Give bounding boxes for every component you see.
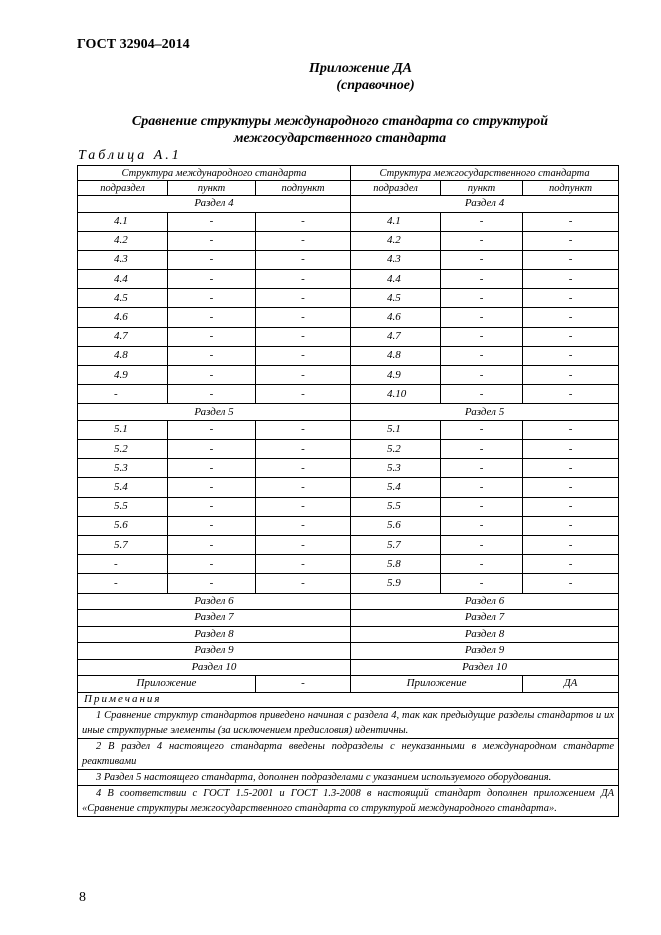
nat-subsection: 5.9 bbox=[351, 574, 441, 593]
section-right: Раздел 6 bbox=[351, 593, 619, 610]
table-row bbox=[78, 231, 619, 250]
nat-subitem: - bbox=[523, 270, 619, 289]
nat-subsection: 4.6 bbox=[351, 308, 441, 327]
intl-subsection: 5.2 bbox=[78, 440, 168, 459]
intl-subitem: - bbox=[256, 327, 351, 346]
intl-item: - bbox=[168, 440, 256, 459]
intl-subitem: - bbox=[256, 270, 351, 289]
nat-item: - bbox=[441, 574, 523, 593]
intl-subsection: 4.6 bbox=[78, 308, 168, 327]
table-row bbox=[78, 497, 619, 516]
intl-item: - bbox=[168, 270, 256, 289]
intl-item: - bbox=[168, 574, 256, 593]
nat-item: - bbox=[441, 289, 523, 308]
nat-item: - bbox=[441, 366, 523, 385]
section-left: Раздел 5 bbox=[78, 404, 351, 421]
nat-subitem: - bbox=[523, 497, 619, 516]
table-row bbox=[78, 478, 619, 497]
table-row bbox=[78, 270, 619, 289]
nat-item: - bbox=[441, 308, 523, 327]
intl-subsection: 4.7 bbox=[78, 327, 168, 346]
col-header-item: пункт bbox=[441, 181, 523, 196]
nat-subitem: - bbox=[523, 516, 619, 535]
col-header-subitem: подпункт bbox=[256, 181, 351, 196]
nat-item: - bbox=[441, 385, 523, 404]
intl-subitem: - bbox=[256, 346, 351, 365]
col-header-subsection: подраздел bbox=[351, 181, 441, 196]
col-header-subitem: подпункт bbox=[523, 181, 619, 196]
note-row bbox=[78, 707, 619, 738]
table-row bbox=[78, 420, 619, 439]
intl-subsection: 4.1 bbox=[78, 212, 168, 231]
intl-subsection: - bbox=[78, 385, 168, 404]
comparison-title bbox=[100, 113, 580, 147]
note-row bbox=[78, 769, 619, 785]
nat-item: - bbox=[441, 420, 523, 439]
nat-subitem: - bbox=[523, 440, 619, 459]
nat-item: - bbox=[441, 270, 523, 289]
table-row bbox=[78, 308, 619, 327]
intl-subitem: - bbox=[256, 366, 351, 385]
appendix-right-value: ДА bbox=[523, 676, 619, 693]
nat-subsection: 4.3 bbox=[351, 250, 441, 269]
intl-item: - bbox=[168, 555, 256, 574]
intl-item: - bbox=[168, 366, 256, 385]
nat-item: - bbox=[441, 555, 523, 574]
page-number: 8 bbox=[79, 890, 86, 905]
appendix-subtitle: (справочное) bbox=[336, 78, 415, 93]
intl-subsection: - bbox=[78, 555, 168, 574]
intl-item: - bbox=[168, 420, 256, 439]
nat-subitem: - bbox=[523, 231, 619, 250]
nat-item: - bbox=[441, 346, 523, 365]
nat-subsection: 4.5 bbox=[351, 289, 441, 308]
nat-subitem: - bbox=[523, 366, 619, 385]
section-left: Раздел 8 bbox=[78, 626, 351, 643]
intl-subitem: - bbox=[256, 497, 351, 516]
appendix-row bbox=[78, 676, 619, 693]
table-row bbox=[78, 459, 619, 478]
note-text: 3 Раздел 5 настоящего стандарта, дополнен подразделами с указанием используемого оборудования. bbox=[78, 769, 619, 785]
nat-subsection: 5.1 bbox=[351, 420, 441, 439]
section-left: Раздел 10 bbox=[78, 659, 351, 676]
intl-subsection: 4.4 bbox=[78, 270, 168, 289]
intl-subsection: 4.3 bbox=[78, 250, 168, 269]
nat-item: - bbox=[441, 231, 523, 250]
nat-item: - bbox=[441, 497, 523, 516]
intl-subsection: 4.9 bbox=[78, 366, 168, 385]
intl-subitem: - bbox=[256, 440, 351, 459]
intl-subitem: - bbox=[256, 308, 351, 327]
intl-item: - bbox=[168, 385, 256, 404]
table-row bbox=[78, 346, 619, 365]
nat-subitem: - bbox=[523, 574, 619, 593]
nat-subsection: 5.8 bbox=[351, 555, 441, 574]
nat-subsection: 4.9 bbox=[351, 366, 441, 385]
nat-subitem: - bbox=[523, 346, 619, 365]
nat-subsection: 4.2 bbox=[351, 231, 441, 250]
intl-subitem: - bbox=[256, 555, 351, 574]
intl-subsection: 4.2 bbox=[78, 231, 168, 250]
intl-subsection: - bbox=[78, 574, 168, 593]
section-left: Раздел 4 bbox=[78, 196, 351, 213]
section-row bbox=[78, 196, 619, 213]
section-left: Раздел 6 bbox=[78, 593, 351, 610]
note-row bbox=[78, 785, 619, 816]
nat-item: - bbox=[441, 212, 523, 231]
intl-item: - bbox=[168, 327, 256, 346]
section-row bbox=[78, 610, 619, 627]
intl-item: - bbox=[168, 231, 256, 250]
nat-subsection: 5.4 bbox=[351, 478, 441, 497]
intl-subitem: - bbox=[256, 536, 351, 555]
section-right: Раздел 4 bbox=[351, 196, 619, 213]
col-header-subsection: подраздел bbox=[78, 181, 168, 196]
table-row bbox=[78, 327, 619, 346]
section-right: Раздел 8 bbox=[351, 626, 619, 643]
section-right: Раздел 9 bbox=[351, 643, 619, 660]
table-row bbox=[78, 555, 619, 574]
note-text: 4 В соответствии с ГОСТ 1.5-2001 и ГОСТ 1.3-2008 в настоящий стандарт дополнен приложением ДА «Сравнение структуры межгосударственного стандарта со структурой международного стандарта». bbox=[78, 785, 619, 816]
nat-subsection: 5.3 bbox=[351, 459, 441, 478]
comparison-title-line2: межгосударственного стандарта bbox=[233, 131, 447, 146]
table-caption: Таблица А.1 bbox=[78, 148, 182, 163]
intl-item: - bbox=[168, 212, 256, 231]
section-right: Раздел 5 bbox=[351, 404, 619, 421]
notes-title-row bbox=[78, 692, 619, 707]
note-text: 1 Сравнение структур стандартов приведено начиная с раздела 4, так как предыдущие разделы стандартов и их иные структурные элементы (за исключением предисловия) идентичны. bbox=[78, 707, 619, 738]
note-row bbox=[78, 738, 619, 769]
intl-item: - bbox=[168, 459, 256, 478]
nat-subsection: 4.7 bbox=[351, 327, 441, 346]
intl-subitem: - bbox=[256, 478, 351, 497]
intl-subitem: - bbox=[256, 459, 351, 478]
intl-subitem: - bbox=[256, 574, 351, 593]
intl-subitem: - bbox=[256, 516, 351, 535]
intl-subsection: 4.8 bbox=[78, 346, 168, 365]
table-row bbox=[78, 250, 619, 269]
table-row bbox=[78, 385, 619, 404]
intl-subsection: 5.7 bbox=[78, 536, 168, 555]
table-row bbox=[78, 289, 619, 308]
nat-subsection: 5.7 bbox=[351, 536, 441, 555]
nat-subsection: 5.5 bbox=[351, 497, 441, 516]
group-header-row bbox=[78, 166, 619, 181]
section-row bbox=[78, 659, 619, 676]
comparison-title-line1: Сравнение структуры международного стандарта со структурой bbox=[131, 114, 549, 129]
intl-item: - bbox=[168, 308, 256, 327]
intl-item: - bbox=[168, 516, 256, 535]
group-header-left: Структура международного стандарта bbox=[78, 166, 351, 181]
nat-subsection: 5.6 bbox=[351, 516, 441, 535]
nat-subitem: - bbox=[523, 420, 619, 439]
intl-subsection: 5.6 bbox=[78, 516, 168, 535]
nat-subitem: - bbox=[523, 250, 619, 269]
nat-subitem: - bbox=[523, 385, 619, 404]
intl-item: - bbox=[168, 478, 256, 497]
intl-subitem: - bbox=[256, 250, 351, 269]
nat-subsection: 4.1 bbox=[351, 212, 441, 231]
table-row bbox=[78, 440, 619, 459]
table-row bbox=[78, 516, 619, 535]
nat-subsection: 4.8 bbox=[351, 346, 441, 365]
intl-item: - bbox=[168, 289, 256, 308]
section-row bbox=[78, 593, 619, 610]
section-row bbox=[78, 404, 619, 421]
section-right: Раздел 10 bbox=[351, 659, 619, 676]
nat-subitem: - bbox=[523, 212, 619, 231]
intl-subitem: - bbox=[256, 212, 351, 231]
appendix-title: Приложение ДА bbox=[308, 61, 413, 76]
nat-item: - bbox=[441, 478, 523, 497]
appendix-left-value: - bbox=[256, 676, 351, 693]
section-left: Раздел 7 bbox=[78, 610, 351, 627]
nat-item: - bbox=[441, 516, 523, 535]
appendix-right-label: Приложение bbox=[351, 676, 523, 693]
intl-subitem: - bbox=[256, 231, 351, 250]
intl-item: - bbox=[168, 536, 256, 555]
appendix-heading bbox=[0, 60, 661, 94]
nat-subitem: - bbox=[523, 478, 619, 497]
nat-subitem: - bbox=[523, 308, 619, 327]
intl-subitem: - bbox=[256, 385, 351, 404]
intl-subsection: 4.5 bbox=[78, 289, 168, 308]
intl-subsection: 5.5 bbox=[78, 497, 168, 516]
nat-subitem: - bbox=[523, 459, 619, 478]
table-row bbox=[78, 366, 619, 385]
nat-subitem: - bbox=[523, 536, 619, 555]
nat-subitem: - bbox=[523, 327, 619, 346]
column-header-row bbox=[78, 181, 619, 196]
nat-item: - bbox=[441, 250, 523, 269]
col-header-item: пункт bbox=[168, 181, 256, 196]
section-row bbox=[78, 626, 619, 643]
intl-item: - bbox=[168, 497, 256, 516]
nat-subsection: 4.10 bbox=[351, 385, 441, 404]
notes-title: Примечания bbox=[78, 692, 619, 707]
intl-subsection: 5.3 bbox=[78, 459, 168, 478]
nat-subitem: - bbox=[523, 289, 619, 308]
note-text: 2 В раздел 4 настоящего стандарта введены подразделы с неуказанными в международном стандарте реактивами bbox=[78, 738, 619, 769]
nat-item: - bbox=[441, 536, 523, 555]
nat-item: - bbox=[441, 440, 523, 459]
intl-subitem: - bbox=[256, 420, 351, 439]
intl-subitem: - bbox=[256, 289, 351, 308]
nat-subsection: 5.2 bbox=[351, 440, 441, 459]
appendix-left-label: Приложение bbox=[78, 676, 256, 693]
group-header-right: Структура межгосударственного стандарта bbox=[351, 166, 619, 181]
section-left: Раздел 9 bbox=[78, 643, 351, 660]
intl-subsection: 5.1 bbox=[78, 420, 168, 439]
nat-subitem: - bbox=[523, 555, 619, 574]
intl-item: - bbox=[168, 346, 256, 365]
nat-item: - bbox=[441, 459, 523, 478]
table-row bbox=[78, 536, 619, 555]
comparison-table bbox=[77, 165, 619, 817]
section-row bbox=[78, 643, 619, 660]
table-row bbox=[78, 574, 619, 593]
section-right: Раздел 7 bbox=[351, 610, 619, 627]
table-row bbox=[78, 212, 619, 231]
standard-designation: ГОСТ 32904–2014 bbox=[77, 37, 190, 52]
intl-subsection: 5.4 bbox=[78, 478, 168, 497]
nat-subsection: 4.4 bbox=[351, 270, 441, 289]
nat-item: - bbox=[441, 327, 523, 346]
intl-item: - bbox=[168, 250, 256, 269]
